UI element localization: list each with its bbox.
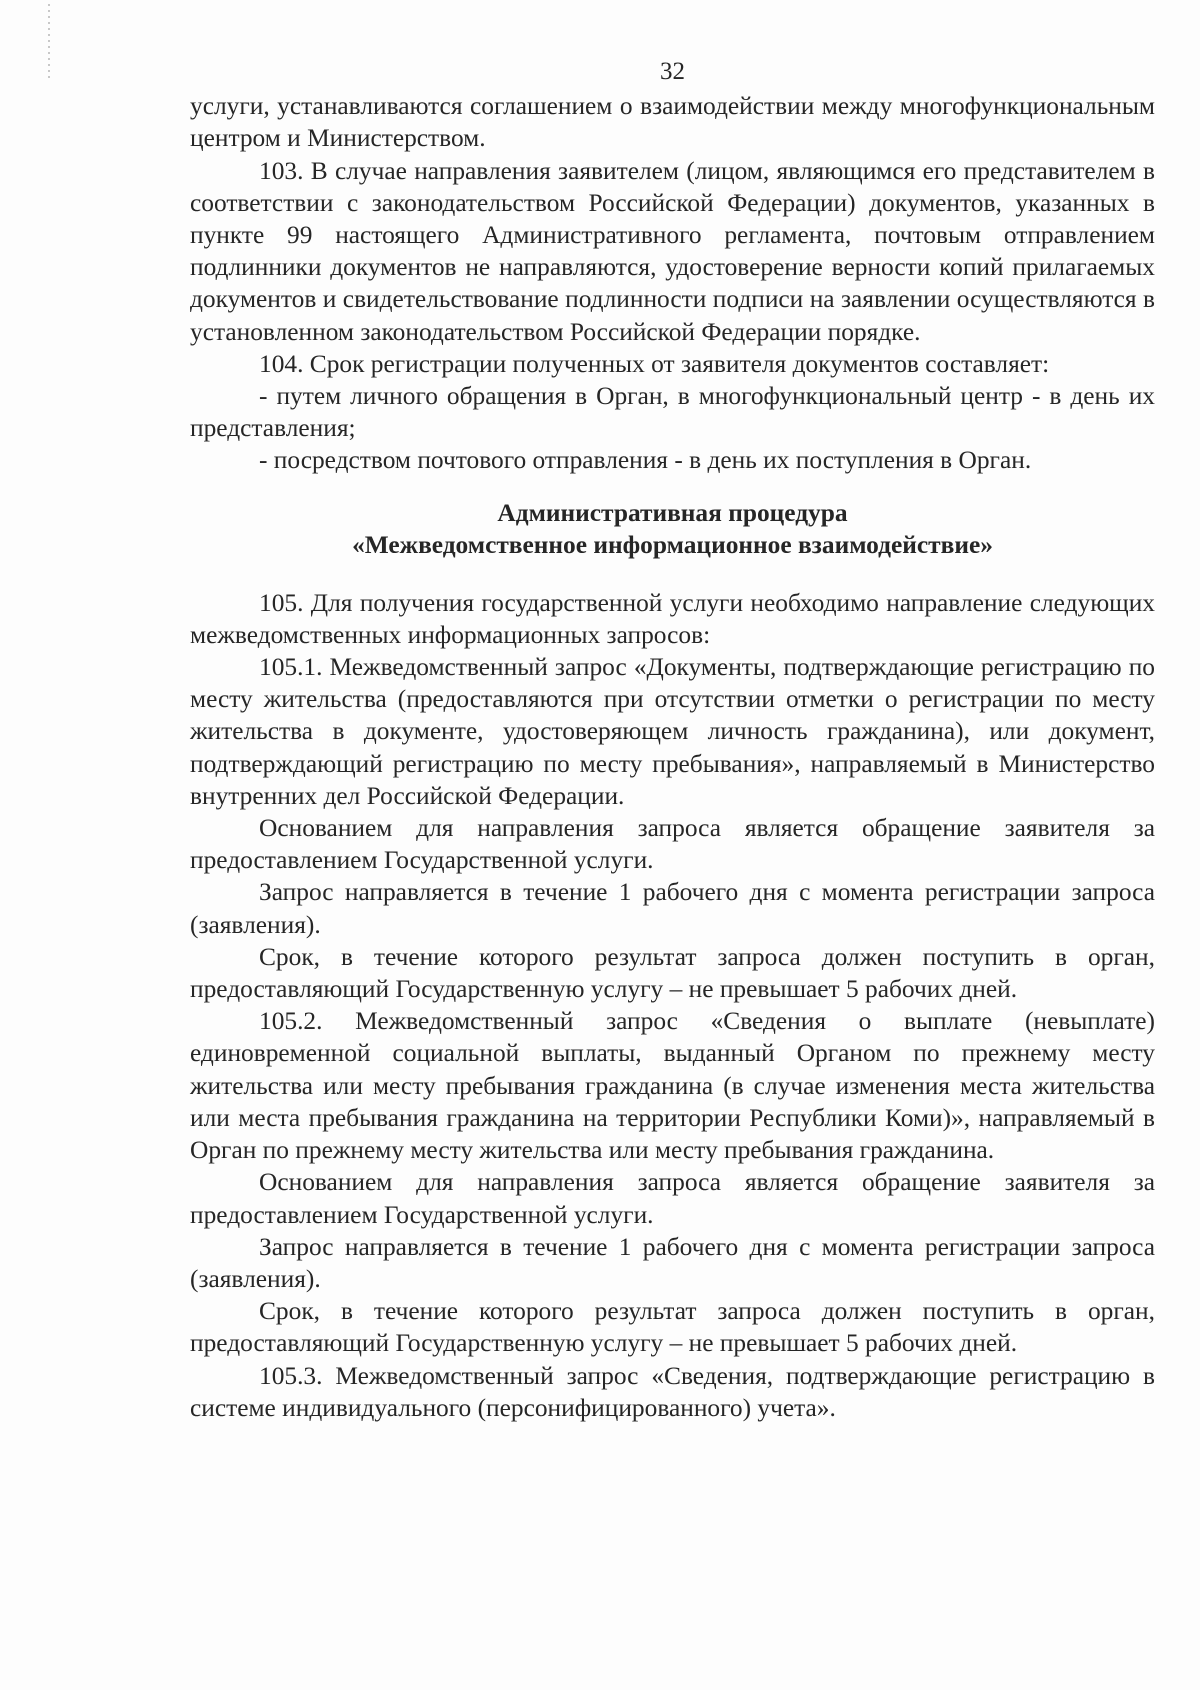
scan-margin-marks	[48, 4, 50, 80]
paragraph: Основанием для направления запроса является обращение заявителя за предоставлением Государственной услуги.	[190, 814, 1155, 875]
section-heading	[190, 497, 1155, 561]
paragraph: услуги, устанавливаются соглашением о взаимодействии между многофункциональным центром и Министерством.	[190, 92, 1155, 153]
paragraph-group-bottom	[190, 587, 1155, 1424]
paragraph-group-top	[190, 90, 1155, 476]
paragraph: Запрос направляется в течение 1 рабочего дня с момента регистрации запроса (заявления).	[190, 1232, 1155, 1293]
section-heading-line-2: «Межведомственное информационное взаимодействие»	[352, 530, 993, 559]
paragraph: Срок, в течение которого результат запроса должен поступить в орган, предоставляющий Государственную услугу – не превышает 5 рабочих дней.	[190, 942, 1155, 1004]
paragraph: Запрос направляется в течение 1 рабочего дня с момента регистрации запроса (заявления).	[190, 878, 1155, 939]
paragraph: 103. В случае направления заявителем (лицом, являющимся его представителем в соответствии с законодательством Российской Федерации) документов, указанных в пункте 99 настоящего Административного регламента, почтовым отправлением подлинники документов не направляются, удостоверение верности копий прилагаемых документов и свидетельствование подлинности подписи на заявлении осуществляются в установленном законодательством Российской Федерации порядке.	[190, 156, 1155, 346]
paragraph: Основанием для направления запроса является обращение заявителя за предоставлением Государственной услуги.	[190, 1168, 1155, 1229]
paragraph: 105.3. Межведомственный запрос «Сведения, подтверждающие регистрацию в системе индивидуального (персонифицированного) учета».	[190, 1361, 1155, 1422]
paragraph: 105.1. Межведомственный запрос «Документы, подтверждающие регистрацию по месту жительства (предоставляются при отсутствии отметки о регистрации по месту жительства в документе, удостоверяющем личность гражданина), или документ, подтверждающий регистрацию по месту пребывания», направляемый в Министерство внутренних дел Российской Федерации.	[190, 653, 1155, 810]
paragraph: 104. Срок регистрации полученных от заявителя документов составляет:	[259, 349, 1050, 378]
page-number: 32	[660, 58, 685, 85]
document-body	[190, 56, 1155, 1424]
paragraph: - посредством почтового отправления - в день их поступления в Орган.	[259, 446, 1032, 475]
paragraph: 105.2. Межведомственный запрос «Сведения о выплате (невыплате) единовременной социальной выплаты, выданный Органом по прежнему месту жительства или месту пребывания гражданина (в случае изменения места жительства или места пребывания гражданина на территории Республики Коми)», направляемый в Орган по прежнему месту жительства или месту пребывания гражданина.	[190, 1007, 1155, 1165]
paragraph: 105. Для получения государственной услуги необходимо направление следующих межведомственных информационных запросов:	[190, 588, 1155, 649]
paragraph: Срок, в течение которого результат запроса должен поступить в орган, предоставляющий Государственную услугу – не превышает 5 рабочих дней.	[190, 1297, 1155, 1358]
paragraph: - путем личного обращения в Орган, в многофункциональный центр - в день их представления;	[190, 382, 1155, 443]
section-heading-line-1: Административная процедура	[497, 498, 848, 527]
